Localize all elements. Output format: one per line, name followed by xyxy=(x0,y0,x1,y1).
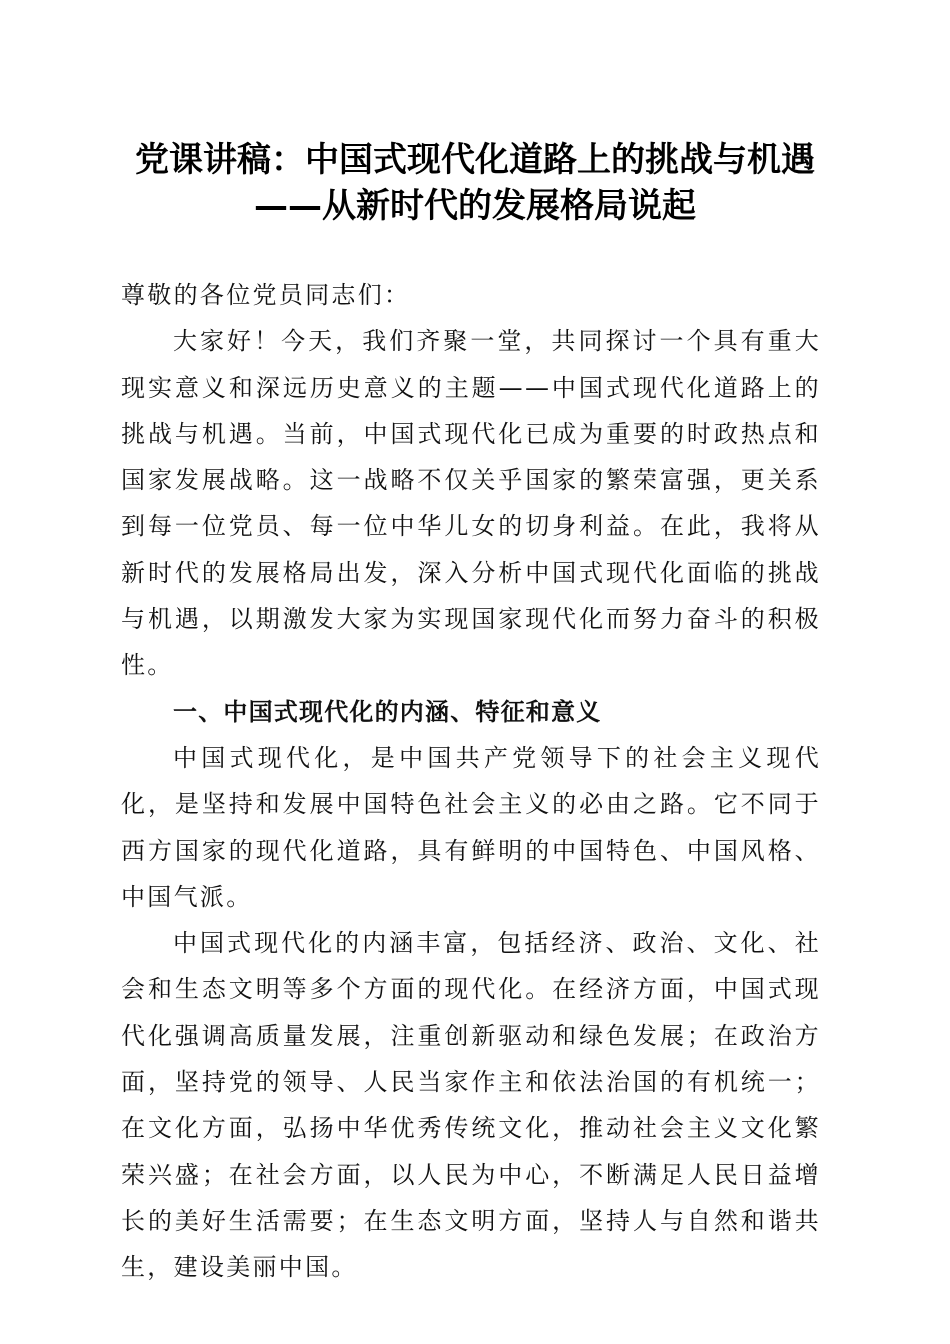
document-body xyxy=(121,272,821,1291)
document-title-line2: ——从新时代的发展格局说起 xyxy=(254,186,696,226)
salutation: 尊敬的各位党员同志们： xyxy=(121,281,411,309)
paragraph-connotation: 中国式现代化的内涵丰富，包括经济、政治、文化、社会和生态文明等多个方面的现代化。在经济方面，中国式现代化强调高质量发展，注重创新驱动和绿色发展；在政治方面，坚持党的领导、人民当家作主和依法治国的有机统一；在文化方面，弘扬中华优秀传统文化，推动社会主义文化繁荣兴盛；在社会方面，以人民为中心，不断满足人民日益增长的美好生活需要；在生态文明方面，坚持人与自然和谐共生，建设美丽中国。 xyxy=(121,929,821,1282)
section-heading-1: 一、中国式现代化的内涵、特征和意义 xyxy=(173,697,602,726)
paragraph-definition: 中国式现代化，是中国共产党领导下的社会主义现代化，是坚持和发展中国特色社会主义的必由之路。它不同于西方国家的现代化道路，具有鲜明的中国特色、中国风格、中国气派。 xyxy=(121,743,821,911)
paragraph-intro: 大家好！今天，我们齐聚一堂，共同探讨一个具有重大现实意义和深远历史意义的主题——中国式现代化道路上的挑战与机遇。当前，中国式现代化已成为重要的时政热点和国家发展战略。这一战略不仅关乎国家的繁荣富强，更关系到每一位党员、每一位中华儿女的切身利益。在此，我将从新时代的发展格局出发，深入分析中国式现代化面临的挑战与机遇，以期激发大家为实现国家现代化而努力奋斗的积极性。 xyxy=(121,327,821,680)
document-title-line1: 党课讲稿：中国式现代化道路上的挑战与机遇 xyxy=(135,140,815,180)
